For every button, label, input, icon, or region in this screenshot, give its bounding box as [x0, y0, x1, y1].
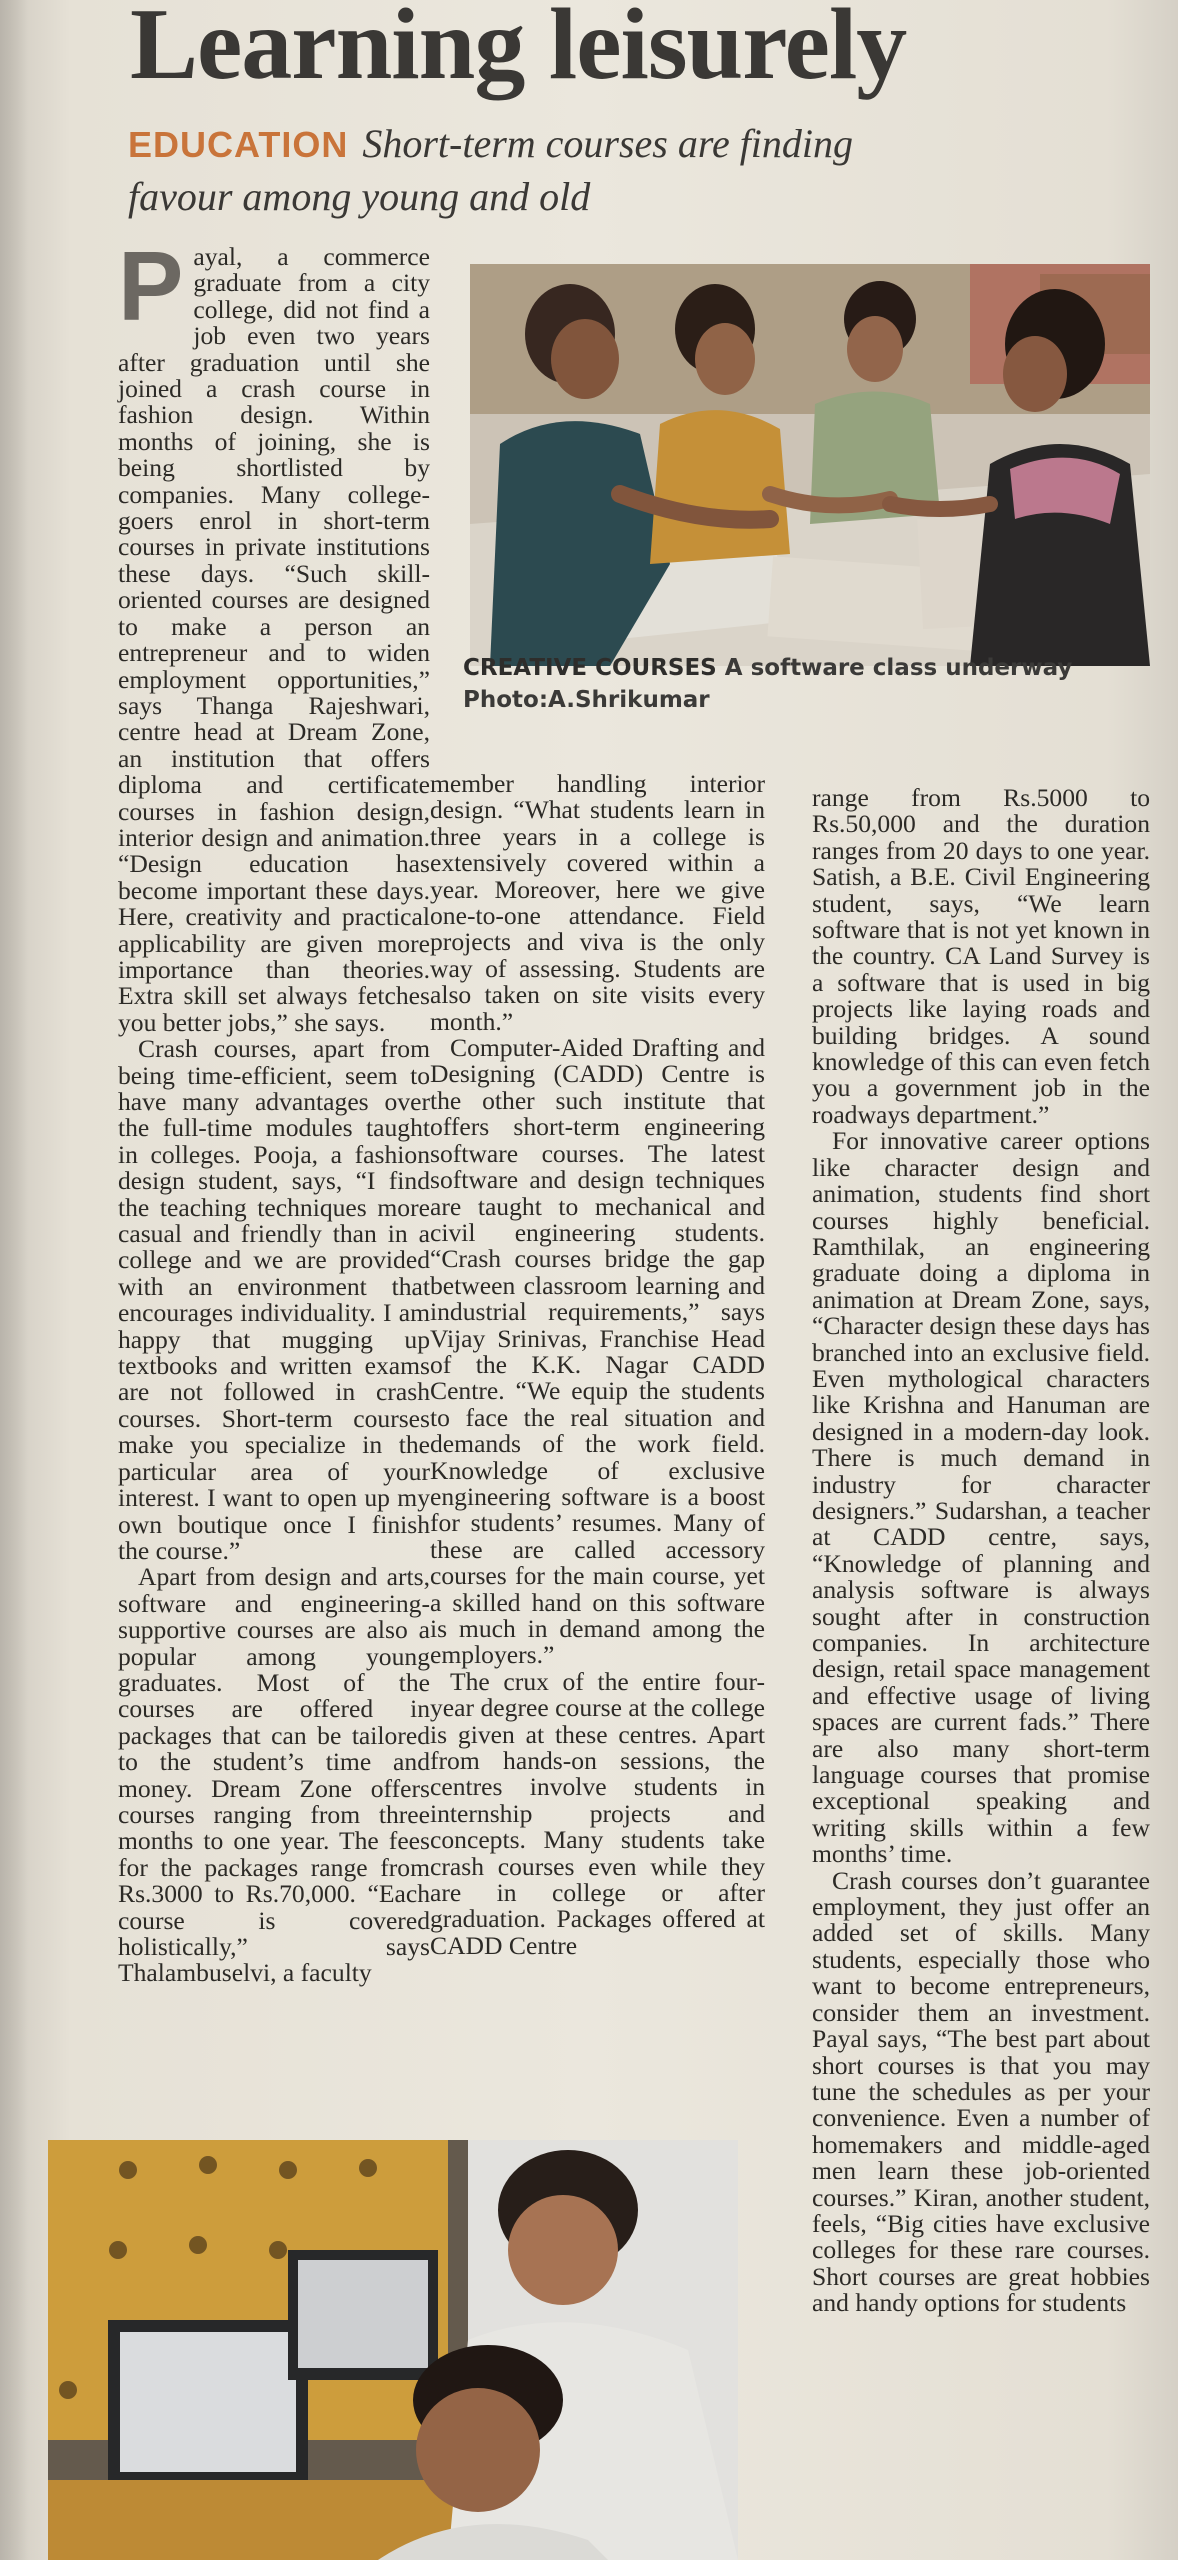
deck-line-1: Short-term courses are finding: [362, 121, 854, 166]
headline: Learning leisurely: [130, 0, 907, 101]
photo-software-class-illustration: [48, 2140, 738, 2560]
paragraph: The crux of the entire four-year degree course at the college is given at these centres. Apart from hands-on sessions, the centres involve students in internship projects and concepts. Many students take crash courses even while they are in college or after graduation. Packages offered at CADD Centre: [430, 1666, 765, 1960]
paragraph: Crash courses, apart from being time-efficient, seem to have many advantages over the full-time modules taught in colleges. Pooja, a fashion design student, says, “I find the teaching techniques more casual and friendly than in a college and we are provided with an environment that encourages individuality. I am happy that mugging up textbooks and written exams are not followed in crash courses. Short-term courses make you specialize in the particular area of your interest. I want to open up my own boutique once I finish the course.”: [118, 1034, 430, 1565]
paragraph: member handling interior design. “What students learn in three years in a college is extensively covered within a year. Moreover, here we give one-to-one attendance. Field projects and viva is the only way of assessing. Students are also taken on site visits every month.”: [430, 769, 765, 1036]
photo-caption: [463, 652, 1083, 716]
page-fold-shadow: [0, 0, 28, 2560]
paragraph: For innovative career options like character design and animation, students find short courses highly beneficial. Ramthilak, an engineering graduate doing a diploma in animation at Dream Zone, says, “Character design these days has branched into an exclusive field. Even mythological characters like Krishna and Hanuman are designed in a modern-day look. There is much demand in industry for character designers.” Sudarshan, a teacher at CADD centre, says, “Knowledge of planning and analysis software is always sought after in construction companies. In architecture design, retail space management and effective usage of living spaces are current fads.” There are also many short-term language courses that promise exceptional speaking and writing skills within a few months’ time.: [812, 1126, 1150, 1869]
photo-credit: Photo:A.Shrikumar: [463, 687, 710, 713]
caption-text: A software class underway: [724, 655, 1073, 681]
paragraph: Crash courses don’t guarantee employment, they just offer an added set of skills. Many students, especially those who want to become entrepreneurs, consider them an investment. Payal says, “The best part about short courses is that you may tune the schedules as per your convenience. Even a number of homemakers and middle-aged men learn these job-oriented courses.” Kiran, another student, feels, “Big cities have exclusive colleges for these rare courses. Short courses are great hobbies and handy options for students: [812, 1865, 1150, 2318]
paragraph: [118, 231, 430, 1037]
kicker: [128, 118, 1128, 223]
deck-line-2: favour among young and old: [128, 174, 591, 219]
caption-label: CREATIVE COURSES: [463, 655, 717, 681]
section-tag: EDUCATION: [128, 124, 349, 165]
body-column-3: [812, 785, 1150, 2317]
paragraph-text: ayal, a commerce graduate from a city college, did not find a job even two years after graduation until she joined a crash course in fashion design. Within months of joining, she is being shortlisted by companies. Many college-goers enrol in short-term courses in private institutions these days. “Such skill-oriented courses are designed to make a person an entrepreneur and to widen employment opportunities,” says Thanga Rajeshwari, centre head at Dream Zone, an institution that offers diploma and certificate courses in fashion design, interior design and animation. “Design education has become important these days. Here, creativity and practical applicability are given more importance than theories. Extra skill set always fetches you better jobs,” she says.: [118, 242, 430, 1037]
body-column-2: [430, 771, 765, 1959]
paragraph: Apart from design and arts, software and engineering-supportive courses are also a popular among young graduates. Most of the courses are offered in packages that can be tailored to the student’s time and money. Dream Zone offers courses ranging from three months to one year. The fees for the packages range from Rs.3000 to Rs.70,000. “Each course is covered holistically,” says Thalambuselvi, a faculty: [118, 1562, 430, 1988]
photo-fashion-class-illustration: [470, 264, 1150, 666]
paragraph: range from Rs.5000 to Rs.50,000 and the duration ranges from 20 days to one year. Satish, a B.E. Civil Engineering student, says, “We learn software that is not yet known in the country. CA Land Survey is a software that is used in big projects like laying roads and building bridges. A sound knowledge of this can even fetch you a government job in the roadways department.”: [812, 783, 1150, 1129]
photo-fashion-class: [470, 264, 1150, 666]
dropcap: P: [118, 231, 184, 341]
photo-software-class: [48, 2140, 738, 2560]
body-column-1: [118, 231, 430, 1988]
paragraph: Computer-Aided Drafting and Designing (CADD) Centre is the other such institute that offers short-term engineering software courses. The latest software and design techniques are taught to mechanical and civil engineering students. “Crash courses bridge the gap between classroom learning and industrial requirements,” says Vijay Srinivas, Franchise Head of the K.K. Nagar CADD Centre. “We equip the students to face the real situation and demands of the work field. Knowledge of exclusive engineering software is a boost for students’ resumes. Many of these are called accessory courses for the main course, yet a skilled hand on this software is much in demand among the employers.”: [430, 1033, 765, 1670]
